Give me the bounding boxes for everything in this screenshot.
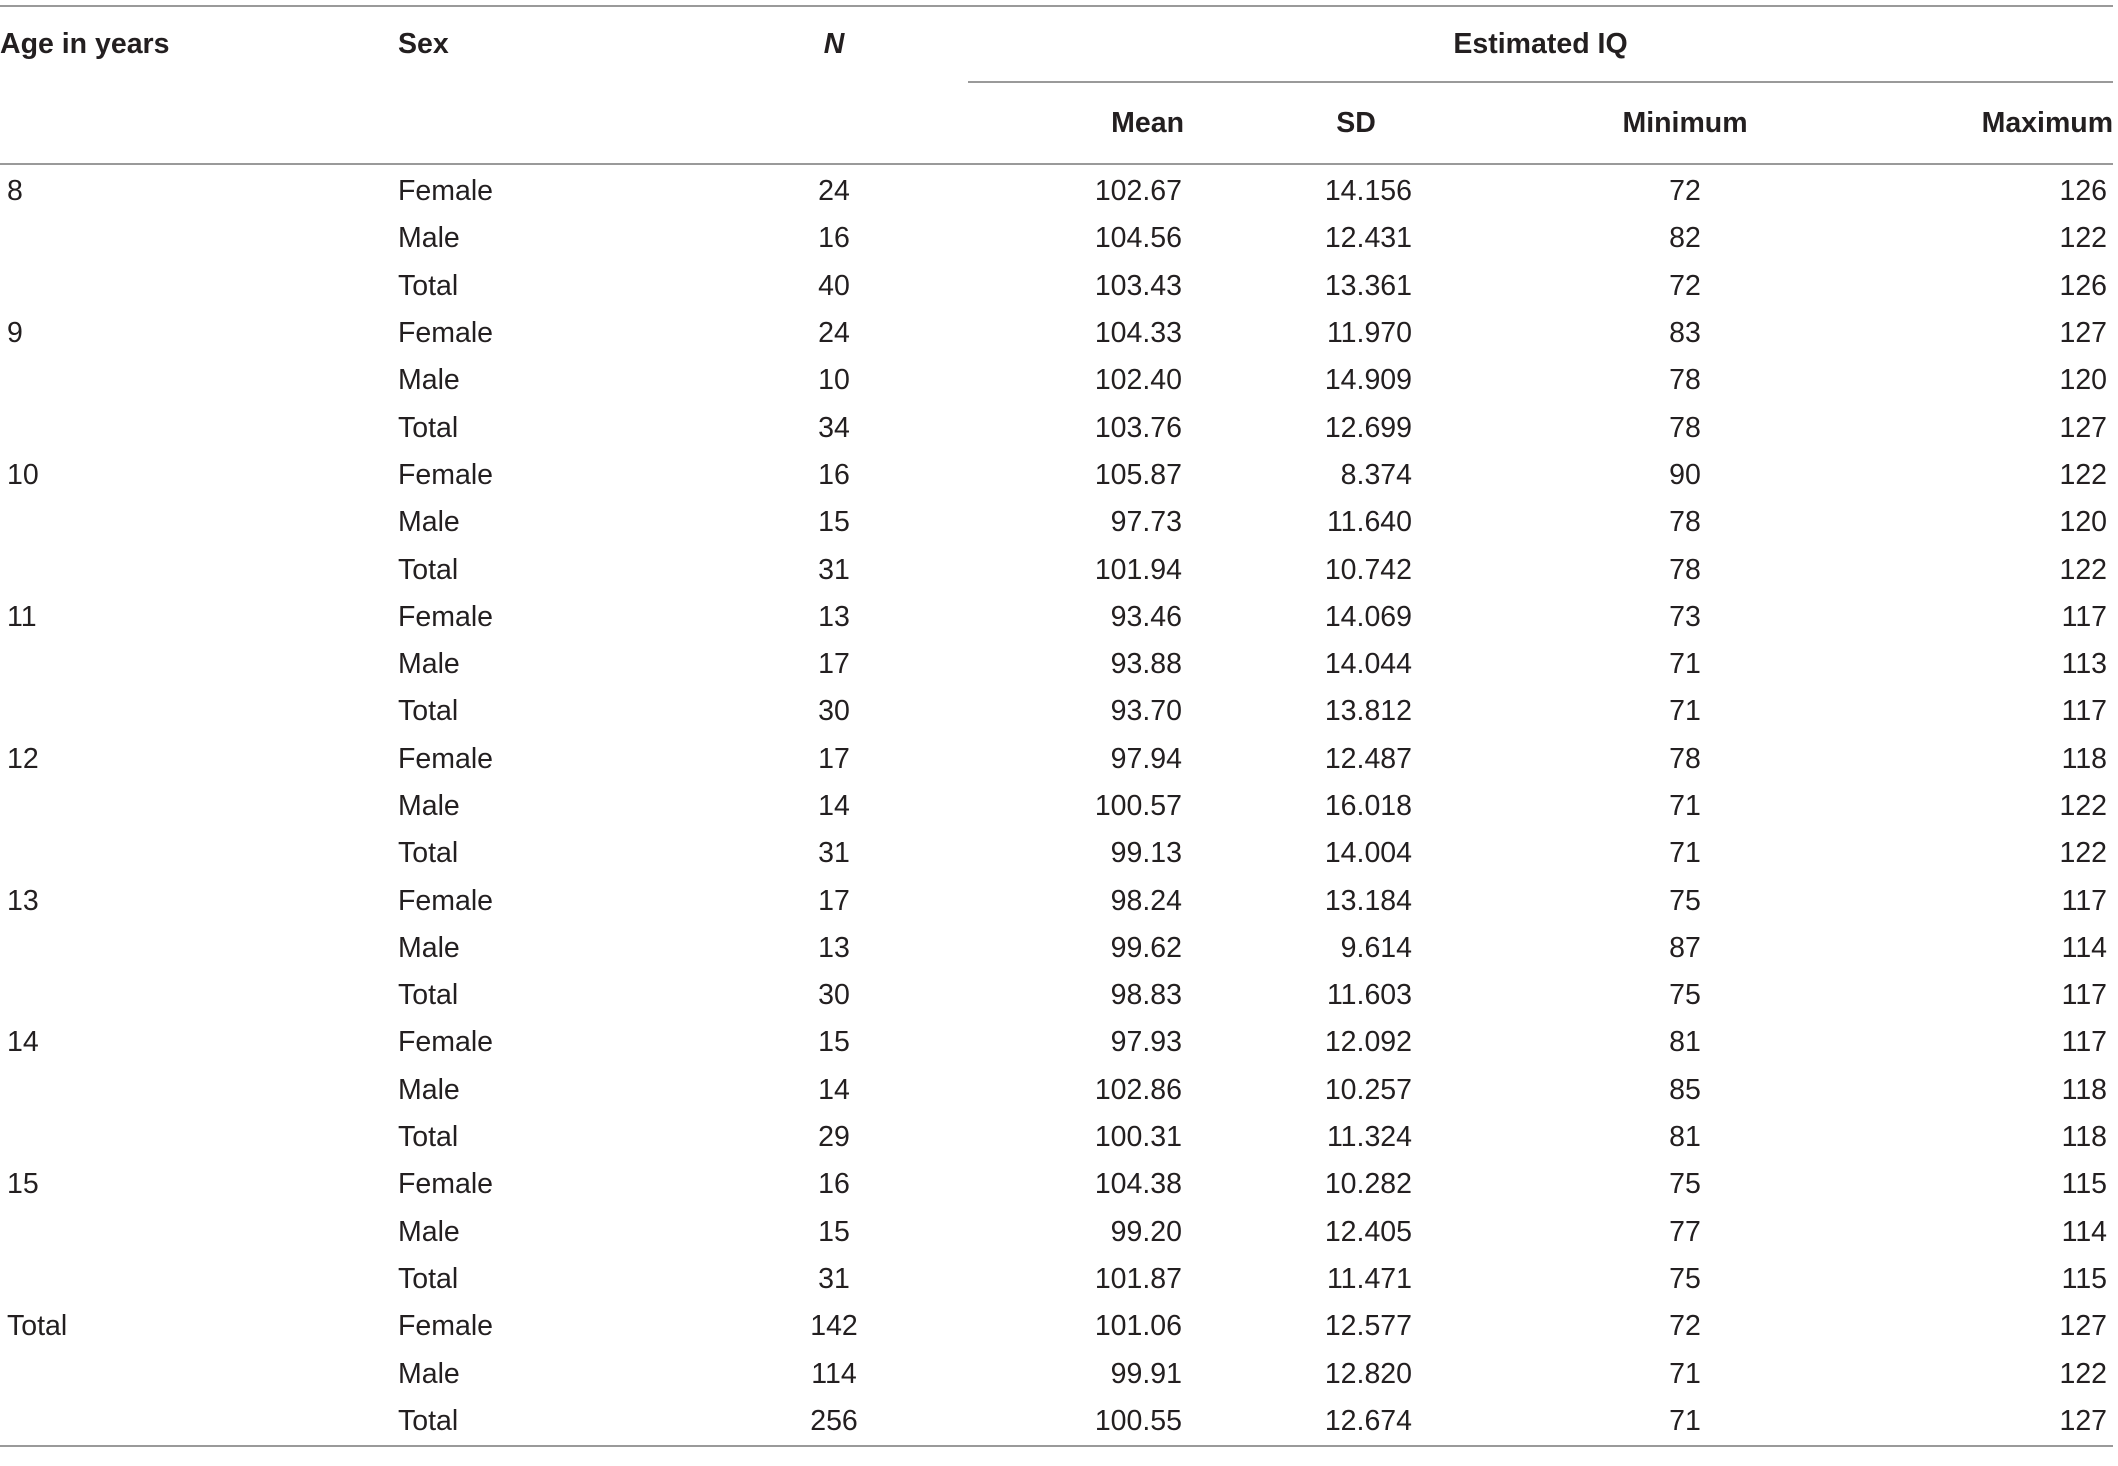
table-row (0, 310, 2113, 357)
table-row (0, 215, 2113, 262)
cell-sex: Female (398, 1310, 494, 1343)
cell-mean: 100.31 (1094, 1121, 1182, 1154)
cell-sd: 14.044 (1324, 648, 1412, 681)
cell-age (0, 1209, 398, 1256)
table-row (0, 546, 2113, 593)
cell-sex: Male (398, 1357, 460, 1390)
cell-minimum: 81 (1669, 1121, 1701, 1154)
table-row (0, 1114, 2113, 1161)
cell-sex: Male (398, 1073, 460, 1106)
cell-minimum: 71 (1669, 837, 1701, 870)
cell-n: 15 (818, 506, 850, 539)
table-row (0, 641, 2113, 688)
cell-sex: Male (398, 1215, 460, 1248)
header-spacer (398, 82, 700, 164)
cell-n: 142 (810, 1310, 858, 1343)
table-row (0, 1350, 2113, 1397)
cell-age: Total (7, 1310, 68, 1343)
cell-mean: 100.57 (1094, 790, 1182, 822)
cell-maximum: 115 (2061, 1168, 2108, 1201)
cell-minimum: 75 (1669, 1262, 1701, 1295)
cell-mean: 97.93 (1110, 1026, 1182, 1059)
cell-n: 17 (818, 648, 850, 681)
cell-sd: 12.699 (1324, 411, 1412, 444)
cell-maximum: 120 (2059, 506, 2108, 539)
cell-n: 14 (818, 1073, 850, 1106)
header-estimated-iq: Estimated IQ (968, 6, 2113, 82)
cell-maximum: 115 (2061, 1262, 2108, 1295)
cell-maximum: 117 (2061, 695, 2108, 728)
cell-maximum: 122 (2059, 837, 2108, 870)
cell-sex: Total (398, 979, 459, 1012)
cell-sex: Total (398, 411, 459, 444)
cell-maximum: 127 (2059, 1310, 2108, 1343)
header-sd: SD (1190, 82, 1522, 164)
cell-n: 24 (818, 175, 850, 208)
header-spacer (700, 82, 968, 164)
cell-age (0, 688, 398, 735)
cell-maximum: 122 (2059, 1357, 2108, 1390)
cell-minimum: 71 (1669, 790, 1701, 822)
cell-maximum: 127 (2059, 411, 2108, 444)
cell-minimum: 73 (1669, 600, 1701, 633)
header-age: Age in years (0, 28, 170, 60)
cell-n: 14 (818, 790, 850, 822)
cell-maximum: 114 (2061, 1215, 2108, 1248)
header-sex: Sex (398, 28, 449, 60)
cell-sd: 16.018 (1324, 790, 1412, 822)
cell-sd: 12.431 (1324, 222, 1412, 255)
cell-n: 16 (818, 458, 850, 491)
cell-mean: 99.13 (1110, 837, 1182, 870)
cell-age: 14 (7, 1026, 39, 1059)
header-mean: Mean (968, 82, 1190, 164)
cell-sd: 14.156 (1324, 175, 1412, 208)
cell-mean: 101.87 (1094, 1262, 1182, 1295)
cell-maximum: 117 (2061, 979, 2108, 1012)
cell-age (0, 641, 398, 688)
table-row (0, 1398, 2113, 1446)
cell-mean: 97.73 (1110, 506, 1182, 539)
cell-age (0, 404, 398, 451)
cell-n: 17 (818, 742, 850, 775)
cell-sd: 12.577 (1324, 1310, 1412, 1343)
cell-minimum: 78 (1669, 506, 1701, 539)
cell-sex: Male (398, 506, 460, 539)
cell-n: 16 (818, 222, 850, 255)
cell-mean: 99.20 (1110, 1215, 1182, 1248)
cell-sd: 13.361 (1324, 269, 1412, 302)
table-row (0, 877, 2113, 924)
table-row (0, 783, 2113, 830)
cell-sex: Total (398, 1262, 459, 1295)
cell-sd: 14.069 (1324, 600, 1412, 633)
cell-sd: 11.970 (1326, 317, 1412, 350)
cell-n: 10 (818, 364, 850, 397)
cell-n: 31 (818, 1262, 850, 1295)
table-header (0, 6, 2113, 164)
cell-minimum: 71 (1669, 695, 1701, 728)
cell-sd: 11.603 (1326, 979, 1412, 1012)
cell-age (0, 499, 398, 546)
cell-sd: 12.487 (1324, 742, 1412, 775)
cell-maximum: 117 (2061, 600, 2108, 633)
cell-minimum: 77 (1669, 1215, 1701, 1248)
cell-mean: 104.56 (1094, 222, 1182, 255)
cell-maximum: 127 (1848, 1398, 2113, 1446)
cell-sex: Total (398, 553, 459, 586)
table-row (0, 164, 2113, 215)
cell-minimum: 81 (1669, 1026, 1701, 1059)
cell-maximum: 122 (2059, 458, 2108, 491)
cell-n: 24 (818, 317, 850, 350)
table-row (0, 736, 2113, 783)
cell-minimum: 72 (1669, 269, 1701, 302)
cell-minimum: 83 (1669, 317, 1701, 350)
cell-sex: Female (398, 1026, 494, 1059)
cell-minimum: 75 (1669, 979, 1701, 1012)
cell-mean: 104.33 (1094, 317, 1182, 350)
cell-maximum: 120 (2059, 364, 2108, 397)
cell-age (0, 783, 398, 830)
cell-maximum: 122 (2059, 222, 2108, 255)
cell-sex: Female (398, 458, 494, 491)
cell-maximum: 113 (2061, 648, 2108, 681)
cell-n: 29 (818, 1121, 850, 1154)
cell-sd: 10.282 (1324, 1168, 1412, 1201)
cell-mean: 98.83 (1110, 979, 1182, 1012)
cell-sd: 13.812 (1324, 695, 1412, 728)
cell-age: 11 (7, 600, 37, 633)
cell-n: 16 (818, 1168, 850, 1201)
cell-mean: 93.70 (1110, 695, 1182, 728)
header-maximum: Maximum (1848, 82, 2113, 164)
cell-age (0, 1256, 398, 1303)
cell-sex: Male (398, 222, 460, 255)
cell-age: 10 (7, 458, 39, 491)
cell-sex: Total (398, 269, 459, 302)
cell-mean: 102.40 (1094, 364, 1182, 397)
cell-age: 8 (7, 175, 23, 208)
cell-n: 17 (818, 884, 850, 917)
table-row (0, 1161, 2113, 1208)
cell-maximum: 126 (2059, 269, 2108, 302)
cell-age (0, 830, 398, 877)
cell-minimum: 87 (1669, 931, 1701, 964)
table-row (0, 830, 2113, 877)
table-row (0, 1303, 2113, 1350)
table-row (0, 972, 2113, 1019)
cell-maximum: 118 (2061, 1121, 2108, 1154)
cell-maximum: 122 (2059, 553, 2108, 586)
cell-n: 30 (818, 695, 850, 728)
cell-n: 30 (818, 979, 850, 1012)
cell-age: 12 (7, 742, 39, 775)
cell-minimum: 71 (1669, 648, 1701, 681)
cell-n: 31 (818, 553, 850, 586)
header-n: N (823, 28, 845, 60)
cell-sd: 12.820 (1324, 1357, 1412, 1390)
cell-n: 114 (811, 1357, 857, 1390)
cell-mean: 99.91 (1110, 1357, 1182, 1390)
table-row (0, 688, 2113, 735)
cell-sex: Male (398, 648, 460, 681)
table-row (0, 499, 2113, 546)
cell-age (0, 1114, 398, 1161)
cell-sd: 11.324 (1326, 1121, 1412, 1154)
cell-age (0, 972, 398, 1019)
cell-maximum: 126 (2059, 175, 2108, 208)
cell-sd: 13.184 (1324, 884, 1412, 917)
cell-n: 34 (818, 411, 850, 444)
cell-sex: Female (398, 742, 494, 775)
table-row (0, 452, 2113, 499)
cell-sex: Male (398, 931, 460, 964)
cell-n: 15 (818, 1026, 850, 1059)
cell-sex: Total (398, 1121, 459, 1154)
cell-age (0, 357, 398, 404)
cell-minimum: 78 (1669, 364, 1701, 397)
cell-sd: 9.614 (1340, 931, 1412, 964)
table-row (0, 925, 2113, 972)
cell-maximum: 117 (2061, 884, 2108, 917)
cell-minimum: 78 (1669, 553, 1701, 586)
cell-age (0, 925, 398, 972)
cell-age: 13 (7, 884, 39, 917)
cell-minimum: 78 (1669, 411, 1701, 444)
cell-mean: 98.24 (1110, 884, 1182, 917)
cell-sex: Total (398, 1398, 700, 1446)
table-row (0, 594, 2113, 641)
table-row (0, 357, 2113, 404)
cell-sd: 12.674 (1190, 1398, 1522, 1446)
cell-mean: 101.94 (1094, 553, 1182, 586)
cell-mean: 105.87 (1094, 458, 1182, 491)
cell-age (0, 1350, 398, 1397)
cell-age (0, 215, 398, 262)
cell-age: 9 (7, 317, 23, 350)
cell-maximum: 114 (2061, 931, 2108, 964)
header-minimum: Minimum (1522, 82, 1848, 164)
table-row (0, 1209, 2113, 1256)
cell-sex: Female (398, 1168, 494, 1201)
cell-minimum: 75 (1669, 884, 1701, 917)
cell-minimum: 85 (1669, 1073, 1701, 1106)
cell-minimum: 90 (1669, 458, 1701, 491)
table-row (0, 263, 2113, 310)
cell-minimum: 71 (1669, 1357, 1701, 1390)
cell-sex: Female (398, 884, 494, 917)
cell-sd: 14.909 (1324, 364, 1412, 397)
cell-mean: 104.38 (1094, 1168, 1182, 1201)
cell-sd: 12.405 (1324, 1215, 1412, 1248)
cell-sd: 10.257 (1324, 1073, 1412, 1106)
cell-mean: 103.43 (1094, 269, 1182, 302)
cell-n: 31 (818, 837, 850, 870)
cell-minimum: 75 (1669, 1168, 1701, 1201)
cell-minimum: 71 (1522, 1398, 1848, 1446)
cell-mean: 100.55 (968, 1398, 1190, 1446)
cell-mean: 101.06 (1094, 1310, 1182, 1343)
table-row (0, 1067, 2113, 1114)
cell-sex: Total (398, 837, 459, 870)
table-row (0, 1256, 2113, 1303)
cell-age (0, 546, 398, 593)
cell-mean: 102.86 (1094, 1073, 1182, 1106)
cell-mean: 103.76 (1094, 411, 1182, 444)
cell-sex: Female (398, 317, 494, 350)
cell-age: 15 (7, 1168, 39, 1201)
cell-maximum: 118 (2061, 742, 2108, 775)
table-row (0, 1019, 2113, 1066)
header-spacer (0, 82, 398, 164)
cell-n: 256 (700, 1398, 968, 1446)
cell-sd: 12.092 (1324, 1026, 1412, 1059)
cell-mean: 93.46 (1110, 600, 1182, 633)
cell-n: 40 (818, 269, 850, 302)
cell-minimum: 72 (1669, 175, 1701, 208)
cell-sex: Total (398, 695, 459, 728)
cell-minimum: 78 (1669, 742, 1701, 775)
cell-mean: 93.88 (1110, 648, 1182, 681)
cell-age (0, 1398, 398, 1446)
cell-maximum: 122 (2059, 790, 2108, 822)
cell-sd: 11.640 (1326, 506, 1412, 539)
cell-age (0, 263, 398, 310)
estimated-iq-table (0, 5, 2113, 1447)
cell-age (0, 1067, 398, 1114)
cell-n: 15 (818, 1215, 850, 1248)
cell-minimum: 72 (1669, 1310, 1701, 1343)
cell-n: 13 (818, 600, 850, 633)
table-body (0, 164, 2113, 1446)
cell-minimum: 82 (1669, 222, 1701, 255)
cell-sd: 10.742 (1324, 553, 1412, 586)
cell-sd: 11.471 (1326, 1262, 1412, 1295)
cell-maximum: 127 (2059, 317, 2108, 350)
cell-mean: 102.67 (1094, 175, 1182, 208)
cell-maximum: 117 (2061, 1026, 2108, 1059)
cell-sd: 8.374 (1340, 458, 1412, 491)
cell-sex: Male (398, 364, 460, 397)
table-row (0, 404, 2113, 451)
cell-sd: 14.004 (1324, 837, 1412, 870)
cell-mean: 99.62 (1110, 931, 1182, 964)
cell-sex: Female (398, 600, 494, 633)
cell-n: 13 (818, 931, 850, 964)
cell-sex: Female (398, 175, 494, 208)
cell-sex: Male (398, 790, 460, 822)
cell-mean: 97.94 (1110, 742, 1182, 775)
cell-maximum: 118 (2061, 1073, 2108, 1106)
